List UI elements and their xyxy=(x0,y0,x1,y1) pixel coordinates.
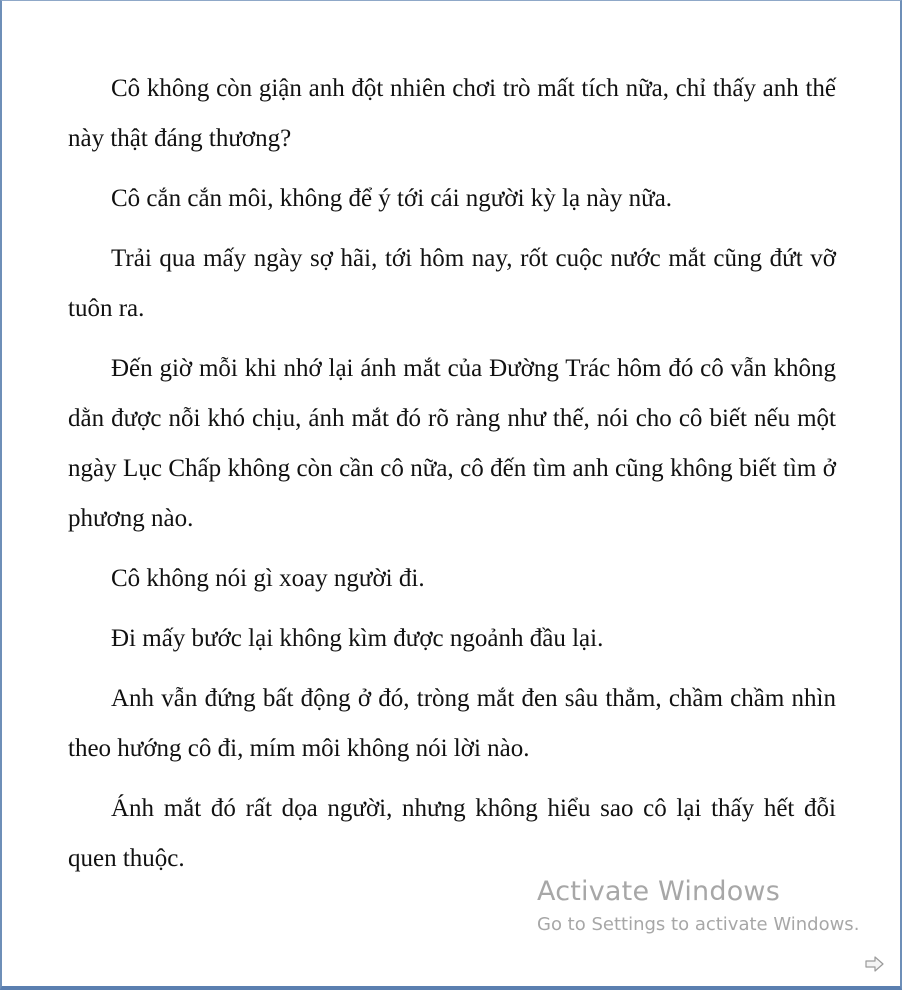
paragraph-7: Anh vẫn đứng bất động ở đó, tròng mắt đen sâu thẳm, chầm chầm nhìn theo hướng cô đi, mím môi không nói lời nào. xyxy=(68,685,836,762)
arrow-right-icon[interactable] xyxy=(864,954,886,974)
paragraph-5: Cô không nói gì xoay người đi. xyxy=(111,565,425,592)
paragraph-1: Cô không còn giận anh đột nhiên chơi trò mất tích nữa, chỉ thấy anh thế này thật đáng thương? xyxy=(68,75,836,152)
watermark-title: Activate Windows xyxy=(537,876,780,907)
activation-watermark xyxy=(537,874,887,940)
document-page xyxy=(68,64,836,894)
paragraph-3: Trải qua mấy ngày sợ hãi, tới hôm nay, rốt cuộc nước mắt cũng đứt vỡ tuôn ra. xyxy=(68,245,836,322)
watermark-subtitle: Go to Settings to activate Windows. xyxy=(537,914,860,935)
paragraph-2: Cô cắn cắn môi, không để ý tới cái người kỳ lạ này nữa. xyxy=(111,185,673,212)
paragraph-8: Ánh mắt đó rất dọa người, nhưng không hiểu sao cô lại thấy hết đỗi quen thuộc. xyxy=(68,795,836,872)
paragraph-4: Đến giờ mỗi khi nhớ lại ánh mắt của Đường Trác hôm đó cô vẫn không dằn được nỗi khó chịu, ánh mắt đó rõ ràng như thế, nói cho cô biết nếu một ngày Lục Chấp không còn cần cô nữa, cô đến tìm anh cũng không biết tìm ở phương nào. xyxy=(68,355,836,532)
paragraph-6: Đi mấy bước lại không kìm được ngoảnh đầu lại. xyxy=(111,625,604,652)
arrow-right-icon-graphic xyxy=(864,954,886,974)
